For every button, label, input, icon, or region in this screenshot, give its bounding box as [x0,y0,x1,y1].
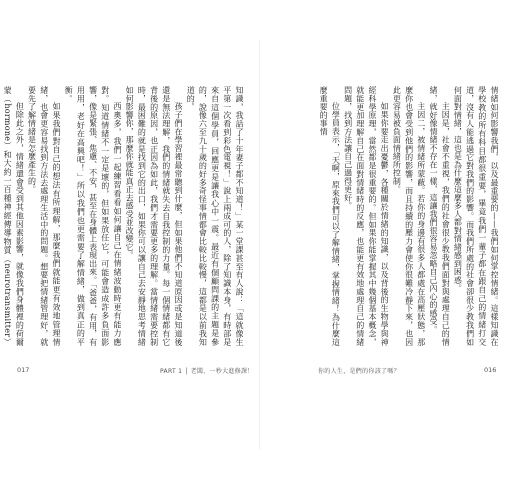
left-page [3,86,245,346]
page-number-left: 017 [17,366,30,374]
right-page [270,86,500,346]
paragraph: 如果我們對自己的想法有所理解，那麼我們就能更有效地管理情緒，也會更容易找到方法去處理生活中的問題。想要把情緒管理好，就要先了解情緒是怎麼產生的。 [27,86,61,346]
paragraph: 知識，我話了十年妻子都不知道！」某一堂課甚至有人說：「這就像生平第一次看到彩色電視！」說上兩成可的人，除了知識本身，有時部是來自這個學員，回應更是讓我心中一震。最近有個顧問課的主題是參的，說像六至九十歲的好多奇怪事情都會比較比較慢，這都是以前我知道的。 [186,86,244,346]
paragraph: 主因二，被情緒所蒙蔽。若你的身邊有很多人都處在高壓狀態，那麼你也會受到他們的影響，而且持續的壓力會使你很難冷靜下來，也因此更容易被負面情緒所控制。 [392,86,426,346]
paragraph: 西奧多，我們一起練習看看如何讓自己在情緒波動時更有能力應對。知道情緒不一定是壞的，但如果放任它，可能會造成許多負面影響，像是緊張、焦慮、不安，甚至在身體上表現出來。「爸爸，有用，有用用，老好在高興吧！」所以我們也更需要了解情緒，做到真正的平衡。 [64,86,122,346]
paragraph: 主因是，社會不重視，我們的社會很少教我們面對與處理自己的情緒，就好像情緒不存在一樣，這讓我們很容易忽略自己內心的感受。 [428,86,451,346]
page-number-right: 016 [484,366,497,374]
paragraph: 情緒如何影響我們，以及最重要的——我們如何掌控情緒。這樣知識在學校教的所有科目都很重要，畢竟我們一輩子都在跟自己的情緒打交道，沒有人能逃過它對我們的影響。而我們所處的社會卻很少教我們如何面對情緒，這也是為什麼這麼多人都對情緒感到困惑。 [453,86,499,346]
running-head-right: 你的人生，是們的你該了嗎？ [318,368,400,375]
paragraph: 位學員表示，「天啊，原來我們可以了解情緒，掌握情緒！為什麼這麼重要的事情 [319,86,341,346]
paragraph: 但除此之外，情緒還會受到其他因素影響，就像我們身體裡的荷爾蒙（hormone）和大約一百種神經傳導物質（neurotransmitter） [3,86,25,346]
paragraph: 孩子們在學習裡最常聽到什麼，但如果他們不知道原因或是知道後還是無法理解，我們的情緒就失去自我控制的力量。每一個情緒都有它背後的原因，也正因為如此，我們才需要更多的理解。當情緒需要控制時，最困難的就是找到它的出口，如果你可以讓自己去安靜地思考情緒如何影響你，那麼你就能真正去感受並改變它。 [125,86,183,346]
paragraph: 如果你要走出憂鬱，各種關於情緒的知識，以及背後的生物學與神經科學原理，當然都是很重要的。但如果你能掌握其中幾個基本概念，就能更加理解自己在面對情緒時的反應，也能更有效地處理自己的情緒問題，找到方法讓自己過得更好。 [343,86,390,346]
running-head-left: PART 1 │ 老闆、一秒大進修課！ [160,368,254,375]
right-page-text [270,86,500,346]
gutter-divider [259,40,260,450]
left-page-text [3,86,245,346]
